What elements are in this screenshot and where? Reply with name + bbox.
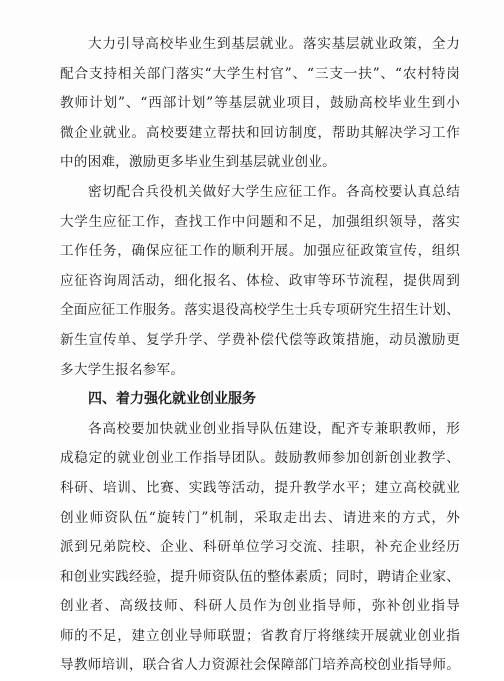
paragraph-grassroots-employment xyxy=(60,30,460,178)
text-line: 各高校要加快就业创业指导队伍建设，配齐专兼职教师，形 xyxy=(88,420,460,437)
paragraph-military-enlistment xyxy=(60,178,460,385)
text-line: 全面应征工作服务。落实退役高校学生士兵专项研究生招生计划、 xyxy=(60,302,461,319)
text-line: 成稳定的就业创业工作指导团队。鼓励教师参加创新创业教学、 xyxy=(60,450,460,467)
text-line: 密切配合兵役机关做好大学生应征工作。各高校要认真总结 xyxy=(88,183,460,200)
text-line: 派到兄弟院校、企业、科研单位学习交流、挂职，补充企业经历 xyxy=(60,539,460,556)
text-line: 应征咨询周活动，细化报名、体检、政审等环节流程，提供周到 xyxy=(60,272,460,289)
text-line: 新生宣传单、复学升学、学费补偿代偿等政策措施，动员激励更 xyxy=(60,331,460,348)
text-line: 教师计划”、“西部计划”等基层就业项目，鼓励高校毕业生到小 xyxy=(60,95,460,112)
section-heading: 四、着力强化就业创业服务 xyxy=(88,391,256,408)
text-line: 导教师培训，联合省人力资源社会保障部门培养高校创业指导师。 xyxy=(60,657,461,674)
text-line: 多大学生报名参军。 xyxy=(60,361,185,378)
text-line: 大力引导高校毕业生到基层就业。落实基层就业政策，全力 xyxy=(88,36,460,52)
text-line: 微企业就业。高校要建立帮扶和回访制度，帮助其解决学习工作 xyxy=(60,124,460,141)
text-line: 创业者、高级技师、科研人员作为创业指导师，弥补创业指导 xyxy=(60,598,460,615)
body-text xyxy=(60,30,460,681)
text-line: 配合支持相关部门落实“大学生村官”、“三支一扶”、“农村特岗 xyxy=(60,65,460,82)
paragraph-guidance-team xyxy=(60,415,460,681)
text-line: 大学生应征工作，查找工作中问题和不足，加强组织领导，落实 xyxy=(60,213,460,230)
text-line: 工作任务，确保应征工作的顺利开展。加强应征政策宣传，组织 xyxy=(60,243,460,260)
text-line: 科研、培训、比赛、实践等活动，提升教学水平；建立高校就业 xyxy=(60,479,460,496)
text-line: 师的不足，建立创业导师联盟；省教育厅将继续开展就业创业指 xyxy=(60,627,460,644)
text-line: 和创业实践经验，提升师资队伍的整体素质；同时，聘请企业家、 xyxy=(60,568,461,585)
text-line: 中的困难，激励更多毕业生到基层就业创业。 xyxy=(60,154,336,171)
text-line: 创业师资队伍“旋转门”机制，采取走出去、请进来的方式，外 xyxy=(60,509,460,526)
